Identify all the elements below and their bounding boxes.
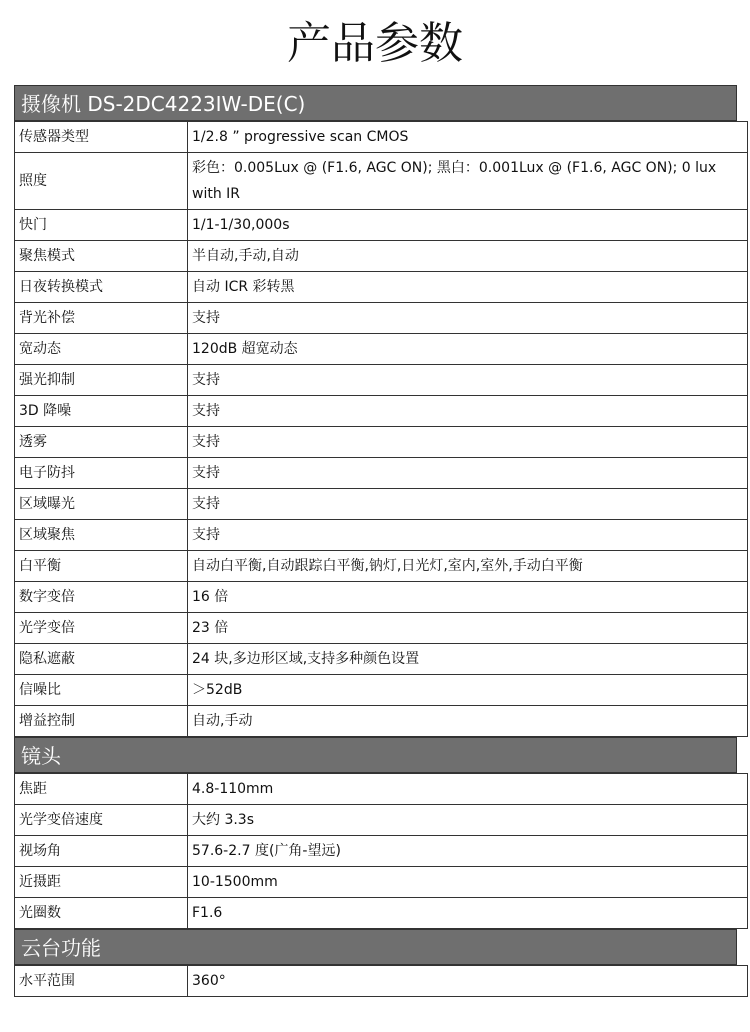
table-row: [15, 898, 748, 929]
spec-value: 16 倍: [188, 582, 748, 613]
table-row: [15, 241, 748, 272]
spec-label: 背光补偿: [15, 303, 188, 334]
table-row: [15, 272, 748, 303]
spec-value: 360°: [188, 966, 748, 997]
spec-label: 照度: [15, 153, 188, 210]
spec-label: 宽动态: [15, 334, 188, 365]
spec-value: 120dB 超宽动态: [188, 334, 748, 365]
table-row: [15, 706, 748, 737]
table-row: [15, 210, 748, 241]
spec-value: 4.8-110mm: [188, 774, 748, 805]
spec-value: 1/2.8 ” progressive scan CMOS: [188, 122, 748, 153]
spec-value: 23 倍: [188, 613, 748, 644]
spec-label: 日夜转换模式: [15, 272, 188, 303]
table-row: [15, 966, 748, 997]
spec-label: 3D 降噪: [15, 396, 188, 427]
spec-label: 光学变倍速度: [15, 805, 188, 836]
spec-value: 支持: [188, 427, 748, 458]
table-row: [15, 520, 748, 551]
section-header-ptz: 云台功能: [14, 929, 737, 965]
spec-label: 光圈数: [15, 898, 188, 929]
spec-label: 区域聚焦: [15, 520, 188, 551]
spec-value: 支持: [188, 396, 748, 427]
spec-value: 支持: [188, 489, 748, 520]
spec-value: 自动,手动: [188, 706, 748, 737]
spec-label: 透雾: [15, 427, 188, 458]
table-row: [15, 396, 748, 427]
spec-label: 光学变倍: [15, 613, 188, 644]
table-row: [15, 582, 748, 613]
spec-label: 传感器类型: [15, 122, 188, 153]
table-row: [15, 644, 748, 675]
table-row: [15, 836, 748, 867]
spec-value: 支持: [188, 303, 748, 334]
section-header-lens: 镜头: [14, 737, 737, 773]
spec-label: 强光抑制: [15, 365, 188, 396]
spec-label: 数字变倍: [15, 582, 188, 613]
table-row: [15, 867, 748, 898]
spec-label: 焦距: [15, 774, 188, 805]
spec-label: 电子防抖: [15, 458, 188, 489]
table-row: [15, 613, 748, 644]
spec-label: 信噪比: [15, 675, 188, 706]
spec-value: 大约 3.3s: [188, 805, 748, 836]
section-header-camera: 摄像机 DS-2DC4223IW-DE(C): [14, 85, 737, 121]
spec-value: ＞52dB: [188, 675, 748, 706]
table-row: [15, 489, 748, 520]
spec-value: 支持: [188, 458, 748, 489]
spec-value: 彩色：0.005Lux @ (F1.6, AGC ON); 黑白：0.001Lux @ (F1.6, AGC ON); 0 lux with IR: [188, 153, 748, 210]
spec-label: 水平范围: [15, 966, 188, 997]
table-row: [15, 675, 748, 706]
spec-label: 隐私遮蔽: [15, 644, 188, 675]
spec-value: 1/1-1/30,000s: [188, 210, 748, 241]
spec-label: 区域曝光: [15, 489, 188, 520]
spec-label: 快门: [15, 210, 188, 241]
table-row: [15, 458, 748, 489]
table-row: [15, 805, 748, 836]
table-row: [15, 303, 748, 334]
spec-label: 白平衡: [15, 551, 188, 582]
spec-table: [14, 85, 737, 997]
table-row: [15, 365, 748, 396]
spec-label: 聚焦模式: [15, 241, 188, 272]
table-row: [15, 122, 748, 153]
spec-value: 半自动,手动,自动: [188, 241, 748, 272]
spec-value: 自动 ICR 彩转黑: [188, 272, 748, 303]
spec-value: F1.6: [188, 898, 748, 929]
spec-value: 自动白平衡,自动跟踪白平衡,钠灯,日光灯,室内,室外,手动白平衡: [188, 551, 748, 582]
spec-label: 视场角: [15, 836, 188, 867]
spec-label: 近摄距: [15, 867, 188, 898]
table-row: [15, 334, 748, 365]
spec-value: 支持: [188, 365, 748, 396]
page-title: 产品参数: [287, 18, 463, 69]
table-row: [15, 427, 748, 458]
camera-spec-table: [14, 121, 748, 737]
spec-value: 57.6-2.7 度(广角-望远): [188, 836, 748, 867]
table-row: [15, 774, 748, 805]
spec-value: 10-1500mm: [188, 867, 748, 898]
table-row: [15, 551, 748, 582]
table-row: [15, 153, 748, 210]
ptz-spec-table: [14, 965, 748, 997]
spec-label: 增益控制: [15, 706, 188, 737]
spec-value: 支持: [188, 520, 748, 551]
spec-value: 24 块,多边形区域,支持多种颜色设置: [188, 644, 748, 675]
lens-spec-table: [14, 773, 748, 929]
